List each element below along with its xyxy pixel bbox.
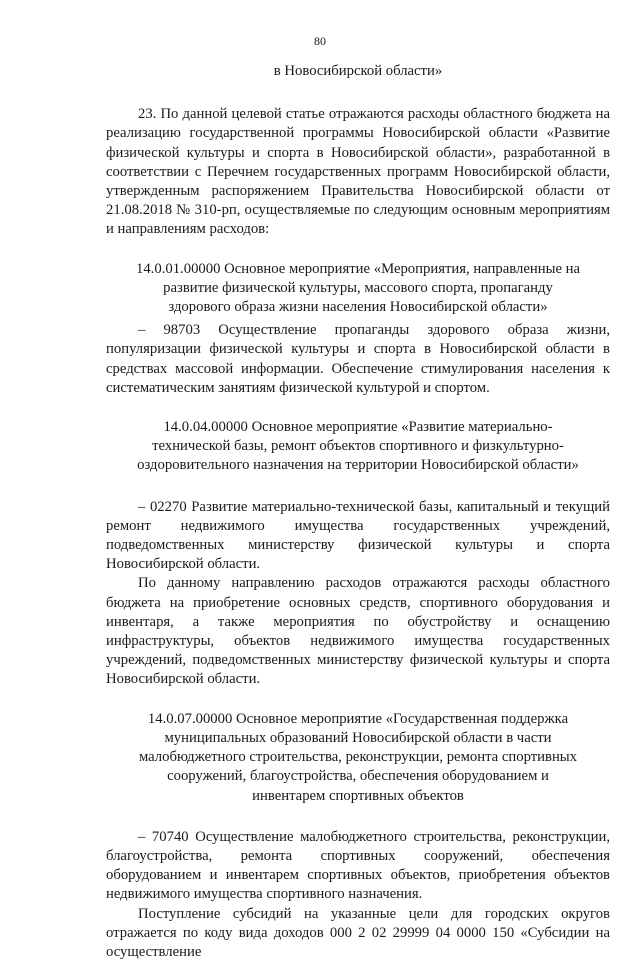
- paragraph-02270-details: По данному направлению расходов отражаются расходы областного бюджета на приобретение основных средств, спортивного оборудования и инвентаря, а также мероприятия по обустройству и оснащению инфраструктуры, объектов недвижимого имущества государственных учреждений, подведомственных министерству физической культуры и спорта Новосибирской области.: [106, 575, 610, 688]
- paragraph-subsidies: Поступление субсидий на указанные цели для городских округов отражается по коду вида доходов 000 2 02 29999 04 0000 150 «Субсидии на осуществление: [106, 905, 610, 960]
- paragraph-article-23: 23. По данной целевой статье отражаются расходы областного бюджета на реализацию государственной программы Новосибирской области «Развитие физической культуры и спорта в Новосибирской области», разработанной в соответствии с Перечнем государственных программ Новосибирской области, утвержденным распоряжением Правительства Новосибирской области от 21.08.2018 № 310-рп, осуществляемые по следующим основным мероприятиям и направлениям расходов:: [106, 106, 610, 238]
- document-body: [106, 62, 610, 962]
- page-number: 80: [314, 34, 326, 48]
- paragraph-02270: – 02270 Развитие материально-технической базы, капитальный и текущий ремонт недвижимого имущества государственных учреждений, подведомственных министерству физической культуры и спорта Новосибирской области.: [106, 498, 610, 573]
- section-heading-14-0-07: 14.0.07.00000 Основное мероприятие «Государственная поддержка муниципальных образований Новосибирской области в части малобюджетного строительства, реконструкции, ремонта спортивных сооружений, благоустройства, обеспечения оборудованием и инвентарем спортивных объектов: [138, 710, 578, 804]
- continued-heading: в Новосибирской области»: [273, 63, 443, 79]
- spacer: [106, 480, 610, 498]
- paragraph-70740: – 70740 Осуществление малобюджетного строительства, реконструкции, благоустройства, ремонта спортивных сооружений, обеспечения оборудованием и инвентарем спортивных объектов, приобретения объектов недвижимого имущества спортивного назначения.: [106, 828, 610, 903]
- spacer: [106, 810, 610, 828]
- paragraph-98703: – 98703 Осуществление пропаганды здорового образа жизни, популяризации физической культуры и спорта в Новосибирской области в средствах массовой информации. Обеспечение стимулирования населения к систематическим занятиям физической культурой и спортом.: [106, 322, 610, 396]
- section-heading-14-0-04: 14.0.04.00000 Основное мероприятие «Развитие материально-технической базы, ремонт объектов спортивного и физкультурно-оздоровительного назначения на территории Новосибирской области»: [137, 419, 579, 474]
- section-heading-14-0-01: 14.0.01.00000 Основное мероприятие «Мероприятия, направленные на развитие физической культуры, массового спорта, пропаганду здорового образа жизни населения Новосибирской области»: [135, 260, 581, 316]
